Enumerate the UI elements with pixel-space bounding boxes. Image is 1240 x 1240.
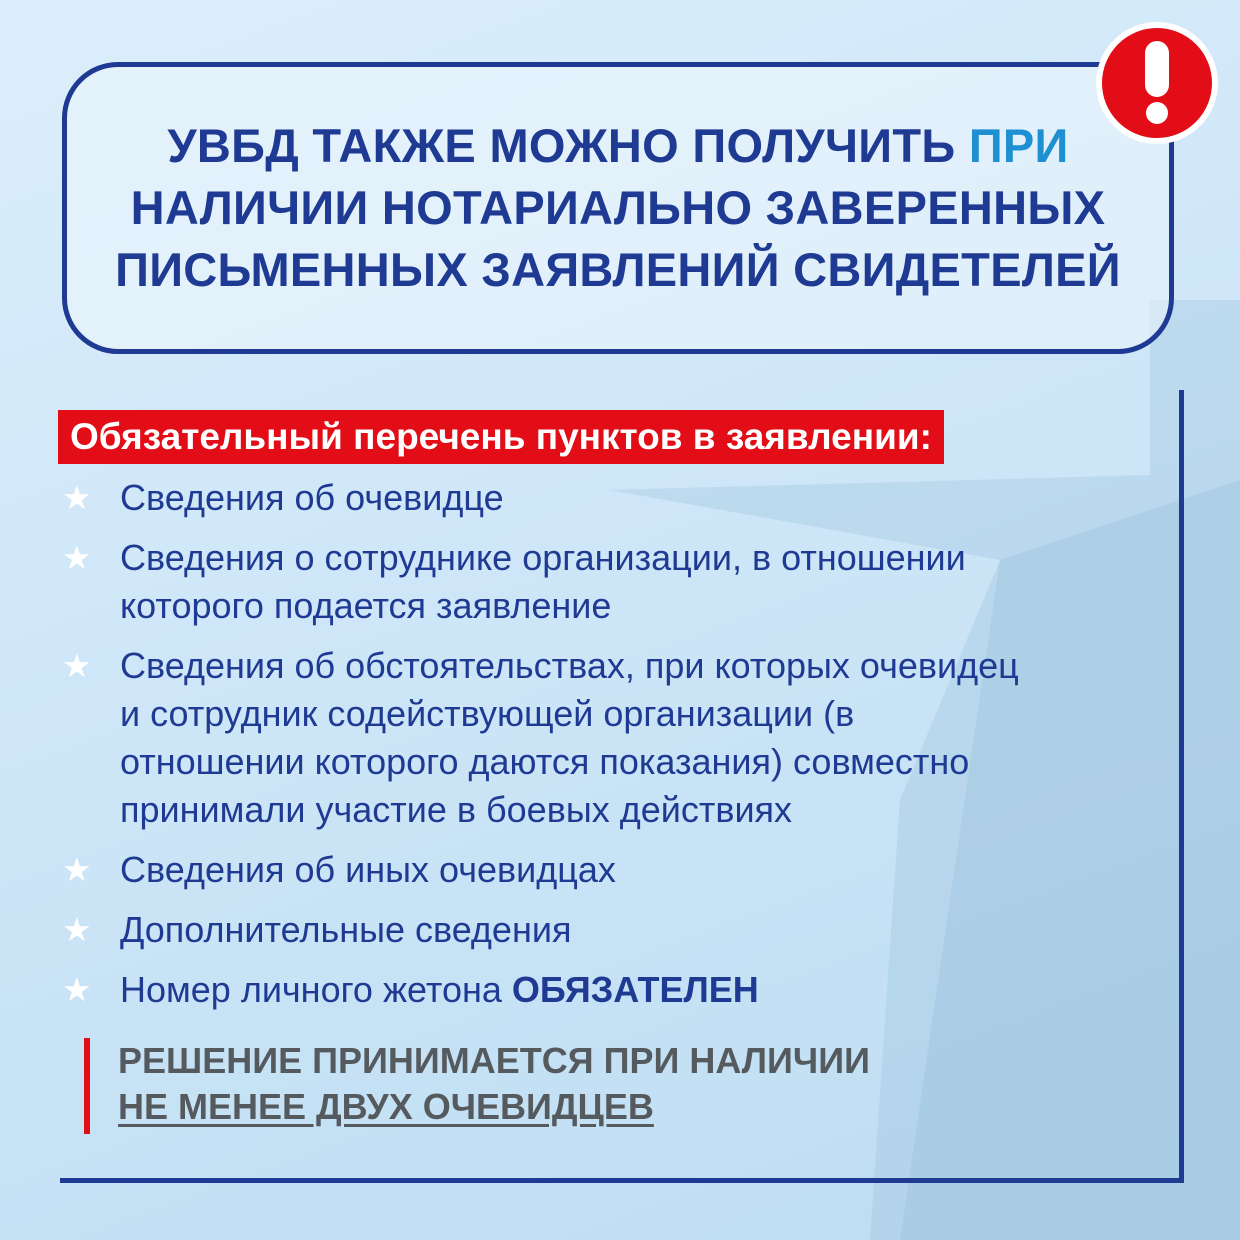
title-accent: ПРИ bbox=[968, 119, 1069, 172]
list-item bbox=[60, 642, 1120, 834]
list-item-text: Дополнительные сведения bbox=[120, 909, 572, 950]
star-icon: ★ bbox=[62, 539, 92, 576]
list-item bbox=[60, 966, 1120, 1014]
star-icon: ★ bbox=[62, 647, 92, 684]
list-item-text: Сведения о сотруднике организации, в отношении которого подается заявление bbox=[120, 537, 966, 626]
title-line-1: УВБД ТАКЖЕ МОЖНО ПОЛУЧИТЬ ПРИ bbox=[167, 119, 1069, 172]
frame-bottom-line bbox=[60, 1178, 1184, 1183]
requirements-list bbox=[60, 474, 1120, 1026]
star-icon: ★ bbox=[62, 911, 92, 948]
list-item bbox=[60, 534, 1120, 630]
note-accent-bar bbox=[84, 1038, 90, 1134]
note-line-2: НЕ МЕНЕЕ ДВУХ ОЧЕВИДЦЕВ bbox=[118, 1086, 654, 1127]
title-line-3: ПИСЬМЕННЫХ ЗАЯВЛЕНИЙ СВИДЕТЕЛЕЙ bbox=[115, 243, 1121, 296]
list-item-text: Сведения об иных очевидцах bbox=[120, 849, 616, 890]
title-box bbox=[62, 62, 1174, 354]
alert-badge bbox=[1096, 22, 1218, 144]
decision-note bbox=[84, 1038, 870, 1134]
mandatory-emphasis: ОБЯЗАТЕЛЕН bbox=[511, 969, 759, 1010]
list-item-text: Сведения об очевидце bbox=[120, 477, 504, 518]
frame-right-line bbox=[1179, 390, 1184, 1180]
page-title bbox=[67, 115, 1169, 301]
list-item bbox=[60, 474, 1120, 522]
list-item bbox=[60, 846, 1120, 894]
list-item-text: Сведения об обстоятельствах, при которых очевидец и сотрудник содействующей организации (в отношении которого даются показания) совместно принимали участие в боевых действиях bbox=[120, 645, 1019, 830]
section-heading: Обязательный перечень пунктов в заявлении: bbox=[58, 410, 944, 464]
star-icon: ★ bbox=[62, 479, 92, 516]
star-icon: ★ bbox=[62, 971, 92, 1008]
title-line-2: НАЛИЧИИ НОТАРИАЛЬНО ЗАВЕРЕННЫХ bbox=[130, 181, 1106, 234]
list-item bbox=[60, 906, 1120, 954]
note-text bbox=[118, 1038, 870, 1134]
note-line-1: РЕШЕНИЕ ПРИНИМАЕТСЯ ПРИ НАЛИЧИИ bbox=[118, 1040, 870, 1081]
list-item-text: Номер личного жетона ОБЯЗАТЕЛЕН bbox=[120, 969, 759, 1010]
exclamation-icon bbox=[1142, 41, 1172, 125]
star-icon: ★ bbox=[62, 851, 92, 888]
